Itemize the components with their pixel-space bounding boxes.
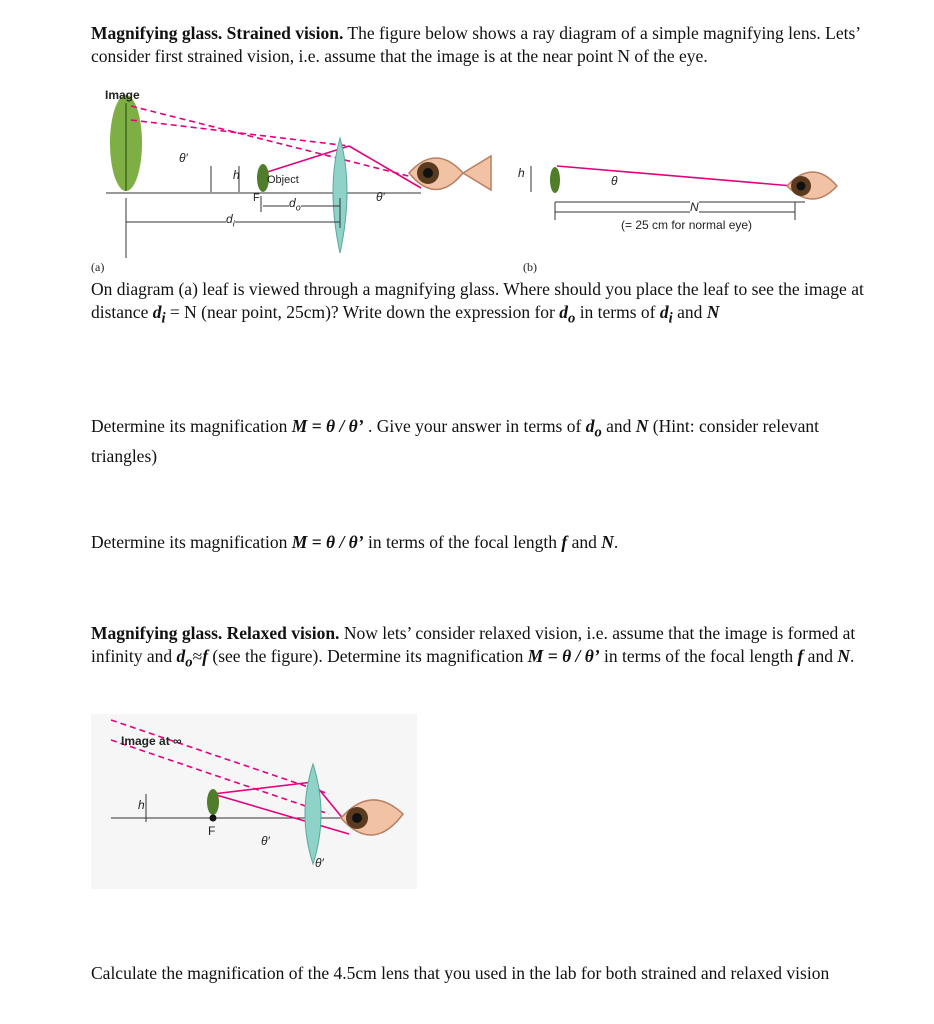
eye-a-face (463, 156, 491, 190)
q2-text-2: . Give your answer in terms of (363, 416, 586, 436)
ray-b (557, 166, 793, 186)
p2-text-5: . (849, 646, 855, 666)
q1-di-2: $d_i$ (659, 302, 673, 327)
q3-text-1: Determine its magnification (91, 532, 292, 552)
theta-label-b: θ (611, 174, 618, 188)
caption-a: (a) (91, 260, 105, 274)
q2-formula: M = θ / θ’ (291, 416, 364, 436)
di-label: $d_i$ (226, 212, 235, 229)
focal-label: F (253, 192, 260, 204)
section-title-relaxed: Magnifying glass. Relaxed vision. (91, 623, 340, 643)
object-label: Object (267, 174, 299, 186)
q2-text-4: (Hint: consider relevant triangles) (91, 416, 819, 466)
p2-text-4: and (803, 646, 838, 666)
question-2 (91, 415, 881, 468)
theta-prime-eye-label: θ′ (376, 190, 385, 204)
object-leaf-b (550, 167, 560, 193)
q1-text-2: = N (near point, 25cm)? Write down the expression for (165, 302, 560, 322)
q2-do: $d_o$ (585, 416, 602, 441)
focal-label-c: F (208, 824, 216, 838)
intro-paragraph (91, 22, 881, 68)
p2-text-1: Now lets’ consider relaxed vision, i.e. assume that the image is formed at infinity and (91, 623, 856, 666)
eye-b-pupil (797, 182, 806, 191)
question-1 (91, 278, 881, 331)
image-at-infinity-label: Image at ∞ (121, 734, 182, 748)
figure-b (515, 150, 850, 280)
p2-text-2: (see the figure). Determine its magnification (208, 646, 528, 666)
q3-text-4: . (613, 532, 619, 552)
h-label-b: h (518, 166, 525, 180)
q1-n: N (706, 302, 720, 322)
theta-prime-label-c-2: θ′ (315, 856, 324, 870)
caption-b: (b) (523, 260, 537, 274)
p2-f: f (202, 646, 209, 666)
question-4: Calculate the magnification of the 4.5cm lens that you used in the lab for both strained and relaxed vision (91, 963, 830, 983)
q1-text-1: On diagram (a) leaf is viewed through a magnifying glass. Where should you place the leaf to see the image at distance (91, 279, 864, 322)
p2-formula: M = θ / θ’ (527, 646, 600, 666)
q1-di: $d_i$ (152, 302, 166, 327)
lens-a (333, 138, 347, 253)
virtual-ray-1 (131, 106, 436, 183)
theta-prime-label: θ′ (179, 151, 188, 165)
p2-approx: ≈ (192, 646, 203, 666)
figure-b-diagram (515, 150, 850, 280)
q3-text-3: and (567, 532, 602, 552)
section-title-strained: Magnifying glass. Strained vision. (91, 23, 344, 43)
q1-text-3: in terms of (575, 302, 660, 322)
h-label: h (233, 168, 240, 182)
q3-formula: M = θ / θ’ (291, 532, 364, 552)
q1-do: $d_o$ (559, 302, 576, 327)
figure-c (91, 714, 417, 889)
eye-c-pupil (352, 813, 362, 823)
q2-n: N (635, 416, 649, 436)
do-label: $d_o$ (289, 196, 301, 213)
q3-n: N (601, 532, 614, 552)
q3-text-2: in terms of the focal length (363, 532, 562, 552)
question-3 (91, 531, 881, 554)
figure-a (91, 88, 501, 280)
relaxed-paragraph (91, 622, 881, 675)
n-label-b: N (690, 200, 699, 214)
normal-eye-note: (= 25 cm for normal eye) (621, 218, 753, 232)
virtual-ray-c-1 (111, 720, 329, 794)
q1-text-4: and (672, 302, 707, 322)
real-ray-2 (349, 146, 421, 188)
theta-prime-label-c: θ′ (261, 834, 270, 848)
p2-do: $d_o$ (176, 646, 193, 671)
q3-f: f (561, 532, 568, 552)
p2-n: N (837, 646, 850, 666)
eye-a-pupil (423, 168, 433, 178)
q2-text-1: Determine its magnification (91, 416, 292, 436)
h-label-c: h (138, 798, 145, 812)
p2-f-2: f (797, 646, 804, 666)
lens-c (305, 764, 321, 864)
object-leaf-c (207, 789, 219, 815)
focal-point-c (210, 815, 217, 822)
q2-text-3: and (601, 416, 636, 436)
intro-text: The figure below shows a ray diagram of a simple magnifying lens. Lets’ consider first strained vision, i.e. assume that the image is at the near point N of the eye. (91, 23, 860, 66)
p2-text-3: in terms of the focal length (599, 646, 798, 666)
image-label: Image (105, 88, 140, 102)
